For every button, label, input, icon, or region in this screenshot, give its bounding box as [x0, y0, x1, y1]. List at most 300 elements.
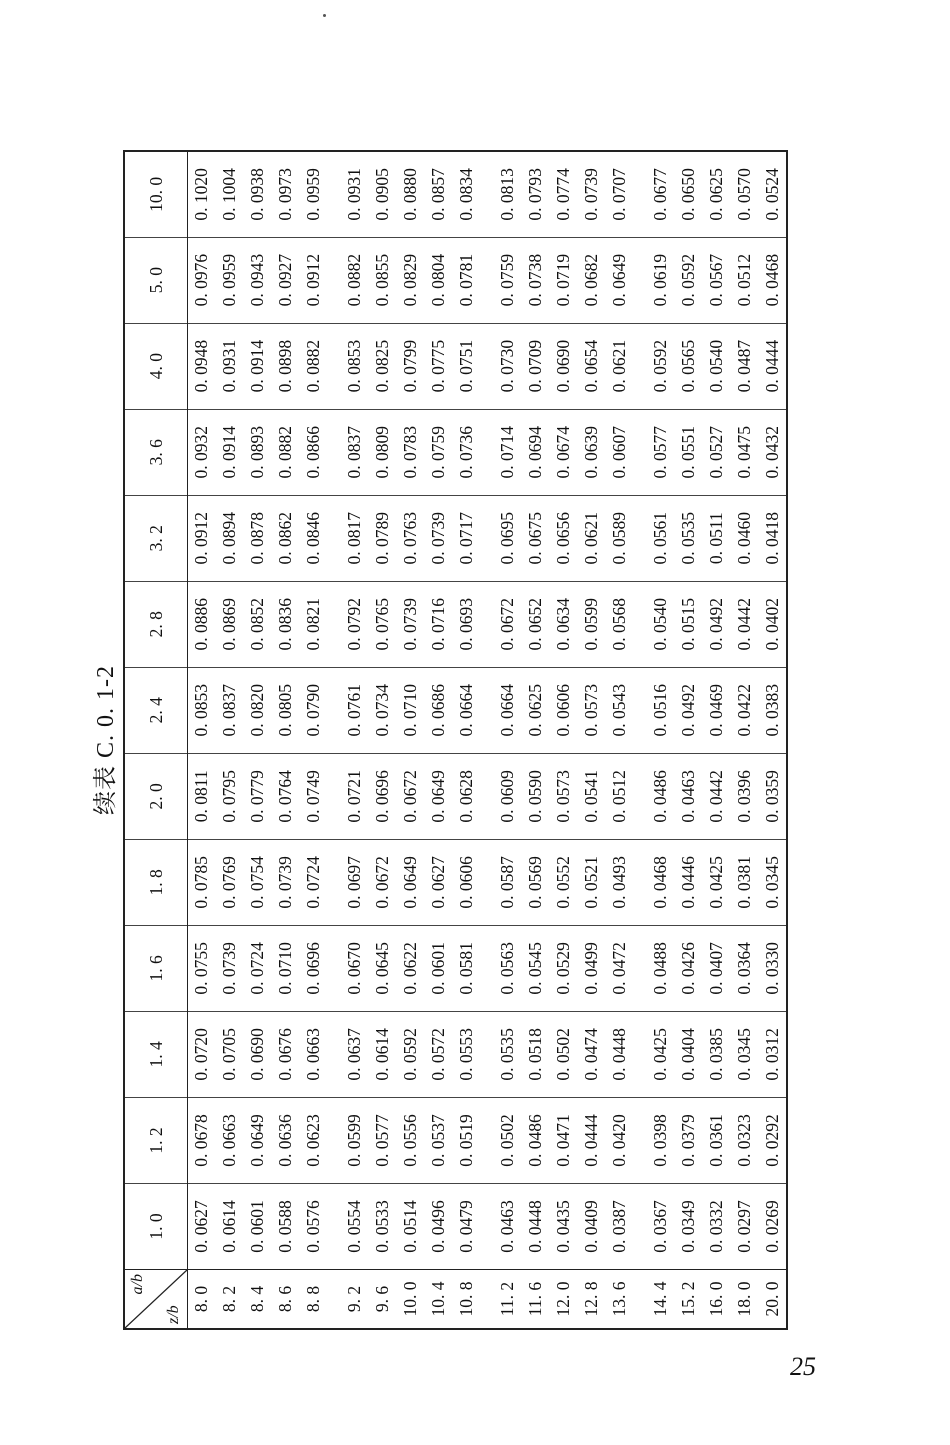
- scan-speck: [323, 14, 326, 17]
- table-cell: 0. 0914: [244, 323, 272, 409]
- row-header-zb: 12. 0: [550, 1270, 578, 1330]
- spacer-cell: [633, 409, 647, 495]
- table-cell: 0. 0825: [369, 323, 397, 409]
- table-cell: 0. 0682: [577, 237, 605, 323]
- table-cell: 0. 0813: [494, 151, 522, 237]
- table-cell: 0. 0764: [271, 753, 299, 839]
- table-cell: 0. 0783: [397, 409, 425, 495]
- table-cell: 0. 0792: [341, 581, 369, 667]
- table-cell: 0. 0893: [244, 409, 272, 495]
- table-cell: 0. 0976: [188, 237, 216, 323]
- table-cell: 0. 0418: [758, 495, 787, 581]
- table-row: [494, 151, 522, 1329]
- table-cell: 0. 0649: [605, 237, 633, 323]
- table-row: [244, 151, 272, 1329]
- table-cell: 0. 1020: [188, 151, 216, 237]
- table-cell: 0. 0739: [577, 151, 605, 237]
- table-cell: 0. 0649: [244, 1097, 272, 1183]
- table-cell: 0. 0573: [577, 667, 605, 753]
- table-cell: 0. 0736: [452, 409, 480, 495]
- table-cell: 0. 0502: [494, 1097, 522, 1183]
- table-cell: 0. 0749: [299, 753, 327, 839]
- table-row: [369, 151, 397, 1329]
- spacer-cell: [480, 667, 494, 753]
- table-cell: 0. 0714: [494, 409, 522, 495]
- table-cell: 0. 0625: [703, 151, 731, 237]
- column-header: 3. 6: [124, 409, 188, 495]
- table-cell: 0. 0448: [522, 1183, 550, 1269]
- table-cell: 0. 0809: [369, 409, 397, 495]
- table-cell: 0. 0739: [216, 925, 244, 1011]
- table-cell: 0. 0769: [216, 839, 244, 925]
- row-header-zb: 8. 2: [216, 1270, 244, 1330]
- table-cell: 0. 0475: [730, 409, 758, 495]
- table-cell: 0. 0588: [271, 1183, 299, 1269]
- table-cell: 0. 0852: [244, 581, 272, 667]
- spacer-cell: [633, 237, 647, 323]
- table-cell: 0. 0696: [369, 753, 397, 839]
- table-cell: 0. 0721: [341, 753, 369, 839]
- table-row: [703, 151, 731, 1329]
- spacer-cell: [633, 753, 647, 839]
- table-cell: 0. 0563: [494, 925, 522, 1011]
- table-cell: 0. 0323: [730, 1097, 758, 1183]
- table-cell: 0. 0914: [216, 409, 244, 495]
- row-header-zb: 15. 2: [675, 1270, 703, 1330]
- table-cell: 0. 0297: [730, 1183, 758, 1269]
- table-cell: 0. 0855: [369, 237, 397, 323]
- table-cell: 0. 0710: [271, 925, 299, 1011]
- spacer-cell: [480, 151, 494, 237]
- table-cell: 0. 0601: [244, 1183, 272, 1269]
- table-body: [188, 151, 787, 1329]
- table-cell: 0. 0734: [369, 667, 397, 753]
- table-cell: 0. 0312: [758, 1011, 787, 1097]
- table-cell: 0. 0592: [397, 1011, 425, 1097]
- table-cell: 0. 0790: [299, 667, 327, 753]
- table-cell: 0. 0565: [675, 323, 703, 409]
- table-cell: 0. 0943: [244, 237, 272, 323]
- table-cell: 0. 0568: [605, 581, 633, 667]
- table-cell: 0. 0857: [424, 151, 452, 237]
- table-cell: 0. 0664: [494, 667, 522, 753]
- column-header: 1. 8: [124, 839, 188, 925]
- table-cell: 0. 0387: [605, 1183, 633, 1269]
- table-cell: 0. 0676: [271, 1011, 299, 1097]
- table-cell: 0. 0719: [550, 237, 578, 323]
- table-cell: 0. 0628: [452, 753, 480, 839]
- table-cell: 0. 0469: [703, 667, 731, 753]
- table-cell: 0. 0751: [452, 323, 480, 409]
- spacer-cell: [480, 753, 494, 839]
- table-cell: 0. 0694: [522, 409, 550, 495]
- table-cell: 0. 0463: [675, 753, 703, 839]
- row-header-zb: 14. 4: [647, 1270, 675, 1330]
- table-cell: 0. 0330: [758, 925, 787, 1011]
- table-cell: 0. 0636: [271, 1097, 299, 1183]
- table-cell: 0. 0592: [647, 323, 675, 409]
- table-cell: 0. 0407: [703, 925, 731, 1011]
- spacer-cell: [327, 753, 341, 839]
- row-header-zb: 8. 6: [271, 1270, 299, 1330]
- table-cell: 0. 0821: [299, 581, 327, 667]
- table-cell: 0. 0556: [397, 1097, 425, 1183]
- table-cell: 0. 0619: [647, 237, 675, 323]
- table-cell: 0. 0614: [369, 1011, 397, 1097]
- table-cell: 0. 0409: [577, 1183, 605, 1269]
- spacer-cell: [633, 151, 647, 237]
- table-cell: 0. 0878: [244, 495, 272, 581]
- table-cell: 0. 0609: [494, 753, 522, 839]
- spacer-cell: [480, 1270, 494, 1330]
- table-cell: 0. 0623: [299, 1097, 327, 1183]
- table-cell: 0. 0292: [758, 1097, 787, 1183]
- table-cell: 0. 0754: [244, 839, 272, 925]
- table-row: [758, 151, 787, 1329]
- table-cell: 0. 0763: [397, 495, 425, 581]
- table-cell: 0. 0672: [397, 753, 425, 839]
- table-cell: 0. 0425: [703, 839, 731, 925]
- table-cell: 0. 0442: [703, 753, 731, 839]
- row-header-zb: 8. 4: [244, 1270, 272, 1330]
- table-cell: 0. 0511: [703, 495, 731, 581]
- table-cell: 0. 0496: [424, 1183, 452, 1269]
- spacer-cell: [480, 839, 494, 925]
- column-header: 2. 8: [124, 581, 188, 667]
- table-cell: 0. 0383: [758, 667, 787, 753]
- table-row: [452, 151, 480, 1329]
- table-cell: 0. 0601: [424, 925, 452, 1011]
- table-cell: 0. 0627: [424, 839, 452, 925]
- corner-label-ab: a/b: [129, 1274, 146, 1295]
- table-cell: 0. 0853: [341, 323, 369, 409]
- table-cell: 0. 0837: [341, 409, 369, 495]
- table-cell: 0. 0765: [369, 581, 397, 667]
- table-cell: 0. 0882: [341, 237, 369, 323]
- spacer-cell: [327, 1183, 341, 1269]
- row-header-zb: 10. 0: [397, 1270, 425, 1330]
- table-cell: 0. 0524: [758, 151, 787, 237]
- table-row: [730, 151, 758, 1329]
- table-cell: 0. 0519: [452, 1097, 480, 1183]
- table-cell: 0. 0649: [424, 753, 452, 839]
- table-cell: 0. 0829: [397, 237, 425, 323]
- table-row: [271, 151, 299, 1329]
- table-cell: 0. 0634: [550, 581, 578, 667]
- row-header-zb: 11. 2: [494, 1270, 522, 1330]
- table-cell: 0. 0898: [271, 323, 299, 409]
- table-row: [550, 151, 578, 1329]
- table-cell: 0. 1004: [216, 151, 244, 237]
- table-cell: 0. 0652: [522, 581, 550, 667]
- table-cell: 0. 0678: [188, 1097, 216, 1183]
- table-cell: 0. 0775: [424, 323, 452, 409]
- table-cell: 0. 0716: [424, 581, 452, 667]
- table-cell: 0. 0537: [424, 1097, 452, 1183]
- spacer-cell: [480, 1097, 494, 1183]
- table-caption: 续表 C. 0. 1-2: [93, 665, 119, 815]
- table-cell: 0. 0672: [494, 581, 522, 667]
- table-cell: 0. 0686: [424, 667, 452, 753]
- table-cell: 0. 0932: [188, 409, 216, 495]
- row-header-zb: 10. 4: [424, 1270, 452, 1330]
- table-cell: 0. 0396: [730, 753, 758, 839]
- corner-header-cell: [124, 1270, 188, 1330]
- table-cell: 0. 0553: [452, 1011, 480, 1097]
- spacer-cell: [327, 495, 341, 581]
- table-cell: 0. 0837: [216, 667, 244, 753]
- table-cell: 0. 0448: [605, 1011, 633, 1097]
- column-header: 10. 0: [124, 151, 188, 237]
- table-cell: 0. 0637: [341, 1011, 369, 1097]
- table-cell: 0. 0817: [341, 495, 369, 581]
- table-cell: 0. 0862: [271, 495, 299, 581]
- table-cell: 0. 0697: [341, 839, 369, 925]
- table-cell: 0. 0385: [703, 1011, 731, 1097]
- table-cell: 0. 0894: [216, 495, 244, 581]
- coefficient-table: [123, 150, 788, 1330]
- table-cell: 0. 0425: [647, 1011, 675, 1097]
- row-header-zb: 9. 6: [369, 1270, 397, 1330]
- table-cell: 0. 0869: [216, 581, 244, 667]
- table-cell: 0. 0739: [424, 495, 452, 581]
- table-cell: 0. 0521: [577, 839, 605, 925]
- table-cell: 0. 0349: [675, 1183, 703, 1269]
- table-cell: 0. 0959: [216, 237, 244, 323]
- spacer-cell: [480, 323, 494, 409]
- corner-label-zb: z/b: [165, 1305, 182, 1324]
- table-cell: 0. 0663: [216, 1097, 244, 1183]
- table-cell: 0. 0710: [397, 667, 425, 753]
- group-spacer-row: [633, 151, 647, 1329]
- table-cell: 0. 0468: [647, 839, 675, 925]
- table-cell: 0. 0567: [703, 237, 731, 323]
- table-cell: 0. 0789: [369, 495, 397, 581]
- table-cell: 0. 0738: [522, 237, 550, 323]
- table-cell: 0. 0364: [730, 925, 758, 1011]
- table-cell: 0. 0696: [299, 925, 327, 1011]
- table-cell: 0. 0795: [216, 753, 244, 839]
- table-cell: 0. 0639: [577, 409, 605, 495]
- table-cell: 0. 0621: [577, 495, 605, 581]
- page-number: 25: [790, 1352, 816, 1381]
- table-cell: 0. 0471: [550, 1097, 578, 1183]
- column-header: 4. 0: [124, 323, 188, 409]
- table-cell: 0. 0811: [188, 753, 216, 839]
- row-header-zb: 12. 8: [577, 1270, 605, 1330]
- table-cell: 0. 0589: [605, 495, 633, 581]
- table-cell: 0. 0569: [522, 839, 550, 925]
- table-cell: 0. 0625: [522, 667, 550, 753]
- column-header: 2. 4: [124, 667, 188, 753]
- spacer-cell: [327, 581, 341, 667]
- table-cell: 0. 0527: [703, 409, 731, 495]
- spacer-cell: [633, 667, 647, 753]
- spacer-cell: [633, 839, 647, 925]
- table-cell: 0. 0570: [730, 151, 758, 237]
- spacer-cell: [327, 667, 341, 753]
- table-cell: 0. 0435: [550, 1183, 578, 1269]
- table-cell: 0. 0912: [188, 495, 216, 581]
- table-row: [605, 151, 633, 1329]
- column-header: 1. 2: [124, 1097, 188, 1183]
- spacer-cell: [327, 839, 341, 925]
- table-cell: 0. 0649: [397, 839, 425, 925]
- table-cell: 0. 0379: [675, 1097, 703, 1183]
- table-cell: 0. 0938: [244, 151, 272, 237]
- table-cell: 0. 0543: [605, 667, 633, 753]
- table-cell: 0. 0645: [369, 925, 397, 1011]
- table-cell: 0. 0755: [188, 925, 216, 1011]
- table-cell: 0. 0463: [494, 1183, 522, 1269]
- table-cell: 0. 0709: [522, 323, 550, 409]
- table-cell: 0. 0627: [188, 1183, 216, 1269]
- table-cell: 0. 0672: [369, 839, 397, 925]
- table-cell: 0. 0474: [577, 1011, 605, 1097]
- table-cell: 0. 0535: [675, 495, 703, 581]
- spacer-cell: [633, 495, 647, 581]
- column-header: 5. 0: [124, 237, 188, 323]
- table-cell: 0. 0516: [647, 667, 675, 753]
- table-cell: 0. 0552: [550, 839, 578, 925]
- table-cell: 0. 0367: [647, 1183, 675, 1269]
- table-cell: 0. 0587: [494, 839, 522, 925]
- table-cell: 0. 0774: [550, 151, 578, 237]
- table-cell: 0. 0793: [522, 151, 550, 237]
- rotated-table-block: [86, 150, 836, 1330]
- table-cell: 0. 0468: [758, 237, 787, 323]
- table-cell: 0. 0442: [730, 581, 758, 667]
- table-cell: 0. 0422: [730, 667, 758, 753]
- table-row: [397, 151, 425, 1329]
- table-cell: 0. 0785: [188, 839, 216, 925]
- spacer-cell: [480, 925, 494, 1011]
- row-header-zb: 16. 0: [703, 1270, 731, 1330]
- spacer-cell: [480, 1183, 494, 1269]
- table-cell: 0. 0432: [758, 409, 787, 495]
- table-cell: 0. 0426: [675, 925, 703, 1011]
- table-cell: 0. 0690: [244, 1011, 272, 1097]
- table-cell: 0. 0499: [577, 925, 605, 1011]
- spacer-cell: [327, 925, 341, 1011]
- table-cell: 0. 0717: [452, 495, 480, 581]
- table-cell: 0. 0493: [605, 839, 633, 925]
- table-cell: 0. 0805: [271, 667, 299, 753]
- table-cell: 0. 0724: [299, 839, 327, 925]
- table-cell: 0. 0332: [703, 1183, 731, 1269]
- column-header: 1. 4: [124, 1011, 188, 1097]
- table-cell: 0. 0592: [675, 237, 703, 323]
- table-cell: 0. 0446: [675, 839, 703, 925]
- table-cell: 0. 0576: [299, 1183, 327, 1269]
- table-row: [675, 151, 703, 1329]
- table-cell: 0. 0781: [452, 237, 480, 323]
- spacer-cell: [633, 323, 647, 409]
- spacer-cell: [480, 581, 494, 667]
- table-cell: 0. 0515: [675, 581, 703, 667]
- table-cell: 0. 0739: [397, 581, 425, 667]
- table-cell: 0. 0345: [758, 839, 787, 925]
- table-cell: 0. 0269: [758, 1183, 787, 1269]
- table-cell: 0. 0381: [730, 839, 758, 925]
- group-spacer-row: [480, 151, 494, 1329]
- table-cell: 0. 0724: [244, 925, 272, 1011]
- table-cell: 0. 0518: [522, 1011, 550, 1097]
- spacer-cell: [327, 1011, 341, 1097]
- table-row: [647, 151, 675, 1329]
- table-cell: 0. 0656: [550, 495, 578, 581]
- table-cell: 0. 0512: [730, 237, 758, 323]
- table-cell: 0. 0488: [647, 925, 675, 1011]
- table-cell: 0. 0533: [369, 1183, 397, 1269]
- table-cell: 0. 0561: [647, 495, 675, 581]
- table-cell: 0. 0654: [577, 323, 605, 409]
- table-cell: 0. 0599: [341, 1097, 369, 1183]
- table-cell: 0. 0479: [452, 1183, 480, 1269]
- table-cell: 0. 0573: [550, 753, 578, 839]
- table-cell: 0. 0779: [244, 753, 272, 839]
- table-cell: 0. 0529: [550, 925, 578, 1011]
- row-header-zb: 18. 0: [730, 1270, 758, 1330]
- table-cell: 0. 0948: [188, 323, 216, 409]
- table-cell: 0. 0664: [452, 667, 480, 753]
- table-cell: 0. 0866: [299, 409, 327, 495]
- row-header-zb: 9. 2: [341, 1270, 369, 1330]
- table-cell: 0. 0695: [494, 495, 522, 581]
- table-row: [577, 151, 605, 1329]
- table-cell: 0. 0677: [647, 151, 675, 237]
- spacer-cell: [633, 1011, 647, 1097]
- table-header-row: [124, 151, 188, 1329]
- table-cell: 0. 0361: [703, 1097, 731, 1183]
- column-header: 1. 6: [124, 925, 188, 1011]
- table-cell: 0. 0690: [550, 323, 578, 409]
- table-cell: 0. 0540: [703, 323, 731, 409]
- table-cell: 0. 0973: [271, 151, 299, 237]
- table-cell: 0. 0931: [341, 151, 369, 237]
- table-cell: 0. 0804: [424, 237, 452, 323]
- table-cell: 0. 0730: [494, 323, 522, 409]
- table-cell: 0. 0554: [341, 1183, 369, 1269]
- table-cell: 0. 0621: [605, 323, 633, 409]
- column-header: 1. 0: [124, 1183, 188, 1269]
- table-cell: 0. 0882: [299, 323, 327, 409]
- table-cell: 0. 0886: [188, 581, 216, 667]
- table-cell: 0. 0663: [299, 1011, 327, 1097]
- spacer-cell: [480, 237, 494, 323]
- table-cell: 0. 0846: [299, 495, 327, 581]
- row-header-zb: 20. 0: [758, 1270, 787, 1330]
- table-cell: 0. 0693: [452, 581, 480, 667]
- table-cell: 0. 0535: [494, 1011, 522, 1097]
- table-cell: 0. 0720: [188, 1011, 216, 1097]
- table-cell: 0. 0486: [522, 1097, 550, 1183]
- table-cell: 0. 0502: [550, 1011, 578, 1097]
- table-cell: 0. 0707: [605, 151, 633, 237]
- table-row: [341, 151, 369, 1329]
- table-cell: 0. 0674: [550, 409, 578, 495]
- row-header-zb: 10. 8: [452, 1270, 480, 1330]
- table-cell: 0. 0402: [758, 581, 787, 667]
- table-cell: 0. 0650: [675, 151, 703, 237]
- spacer-cell: [480, 495, 494, 581]
- table-cell: 0. 0670: [341, 925, 369, 1011]
- table-cell: 0. 0487: [730, 323, 758, 409]
- table-cell: 0. 0607: [605, 409, 633, 495]
- table-cell: 0. 0540: [647, 581, 675, 667]
- spacer-cell: [327, 151, 341, 237]
- table-cell: 0. 0834: [452, 151, 480, 237]
